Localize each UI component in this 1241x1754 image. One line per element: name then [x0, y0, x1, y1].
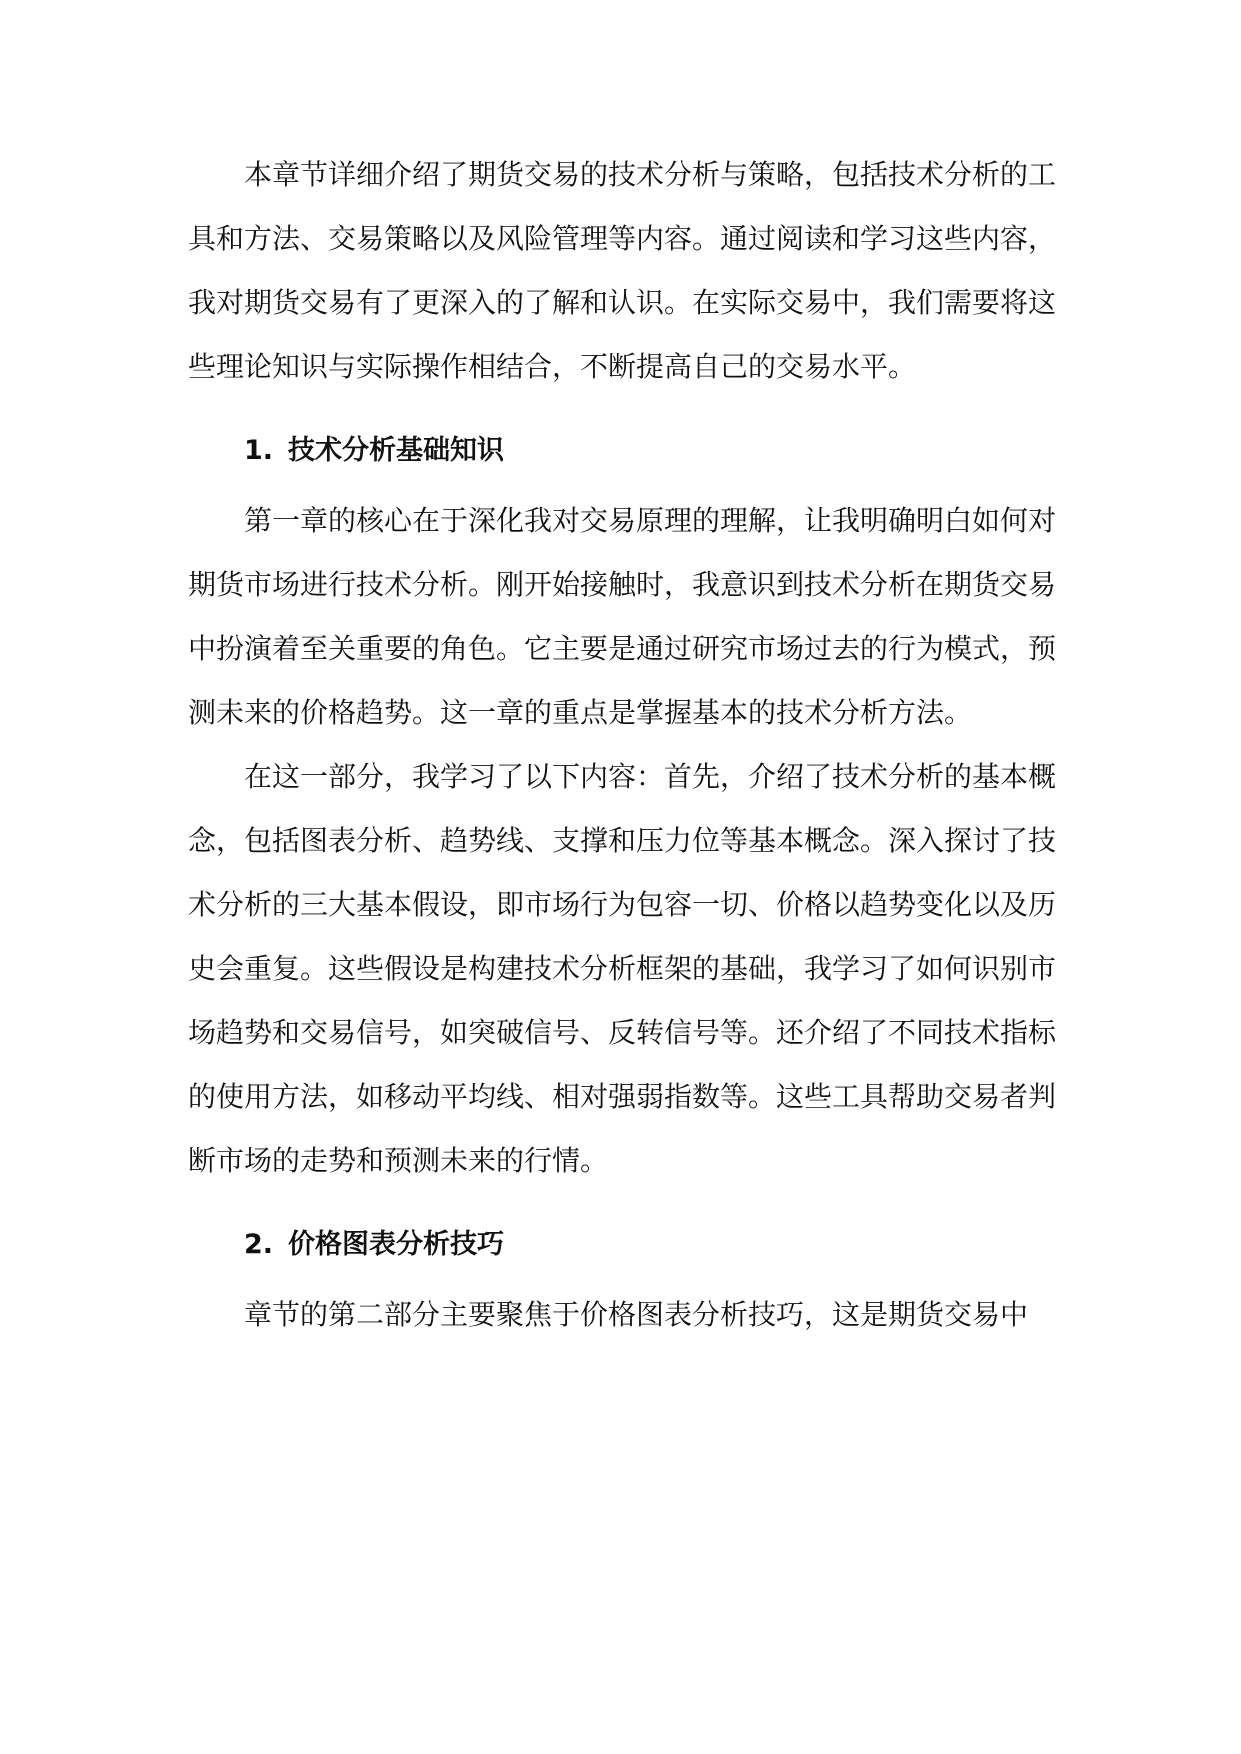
section-1-paragraph-2: 在这一部分，我学习了以下内容：首先，介绍了技术分析的基本概念，包括图表分析、趋势线、支撑和压力位等基本概念。深入探讨了技术分析的三大基本假设，即市场行为包容一切、价格以趋势变化以及历史会重复。这些假设是构建技术分析框架的基础，我学习了如何识别市场趋势和交易信号，如突破信号、反转信号等。还介绍了不同技术指标的使用方法，如移动平均线、相对强弱指数等。这些工具帮助交易者判断市场的走势和预测未来的行情。	[188, 760, 1057, 1177]
section-number: 1.	[244, 435, 274, 466]
section-title: 价格图表分析技巧	[288, 1229, 504, 1260]
document-body	[188, 143, 1056, 1347]
section-heading-2	[188, 1213, 1056, 1277]
section-heading-1	[188, 419, 1056, 483]
section-number: 2.	[244, 1229, 274, 1260]
section-1-paragraph-1: 第一章的核心在于深化我对交易原理的理解，让我明确明白如何对期货市场进行技术分析。刚开始接触时，我意识到技术分析在期货交易中扮演着至关重要的角色。它主要是通过研究市场过去的行为模式，预测未来的价格趋势。这一章的重点是掌握基本的技术分析方法。	[188, 504, 1057, 729]
intro-paragraph: 本章节详细介绍了期货交易的技术分析与策略，包括技术分析的工具和方法、交易策略以及风险管理等内容。通过阅读和学习这些内容，我对期货交易有了更深入的了解和认识。在实际交易中，我们需要将这些理论知识与实际操作相结合，不断提高自己的交易水平。	[188, 158, 1057, 383]
section-title: 技术分析基础知识	[288, 435, 504, 466]
section-2-paragraph-1: 章节的第二部分主要聚焦于价格图表分析技巧，这是期货交易中	[244, 1298, 1029, 1331]
